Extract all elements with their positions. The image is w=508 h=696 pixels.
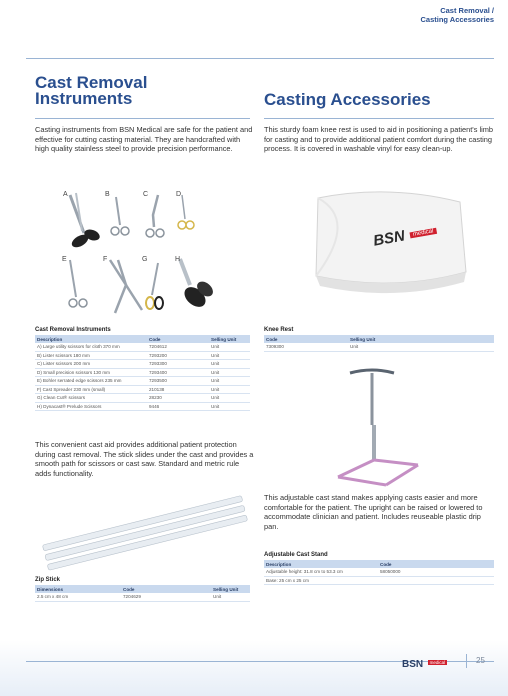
cell-code: 7293300 bbox=[147, 360, 209, 369]
instrument-label-e: E bbox=[62, 256, 67, 263]
cell-description: C) Lister scissors 200 mm bbox=[35, 360, 147, 369]
table-row bbox=[35, 402, 250, 411]
scissors-g-image bbox=[146, 263, 163, 309]
cell-unit: Unit bbox=[209, 360, 250, 369]
cell-description: E) Bohler serrated edge scissors 235 mm bbox=[35, 377, 147, 386]
cell-description: B) Lister scissors 180 mm bbox=[35, 351, 147, 360]
cell-unit: Unit bbox=[209, 394, 250, 403]
instrument-label-f: F bbox=[103, 256, 108, 263]
footer-logo-sub: medical bbox=[429, 660, 446, 666]
scissors-d-image bbox=[178, 195, 194, 229]
table-row bbox=[35, 351, 250, 360]
knee-rest-logo-sub: medical bbox=[410, 228, 437, 239]
cell-code: 7204629 bbox=[121, 593, 211, 601]
stand-col-code: Code bbox=[378, 560, 494, 568]
table-row bbox=[35, 385, 250, 394]
cell-description: F) Cast Spreader 230 mm (small) bbox=[35, 385, 147, 394]
left-divider bbox=[35, 118, 250, 119]
cell-dimensions: 2.5 cm x 48 cm bbox=[35, 593, 121, 601]
cell-unit: Unit bbox=[211, 593, 250, 601]
instrument-label-c: C bbox=[143, 191, 149, 198]
table-row bbox=[35, 343, 250, 351]
scissors-h-image bbox=[180, 259, 216, 311]
instruments-col-description: Description bbox=[35, 335, 147, 343]
cell-code: 7309300 bbox=[264, 343, 348, 351]
table-row bbox=[35, 377, 250, 386]
left-title bbox=[35, 75, 147, 107]
zip-col-unit: Selling Unit bbox=[211, 585, 250, 593]
right-divider bbox=[264, 118, 494, 119]
cell-unit: Unit bbox=[209, 385, 250, 394]
scissors-c-image bbox=[146, 195, 164, 237]
instrument-label-b: B bbox=[105, 191, 110, 198]
instruments-col-unit: Selling Unit bbox=[209, 335, 250, 343]
scissors-a-image bbox=[70, 193, 102, 250]
table-row bbox=[35, 593, 250, 601]
knee-col-unit: Selling Unit bbox=[348, 335, 494, 343]
instrument-label-h: H bbox=[175, 256, 181, 263]
cell-unit: Unit bbox=[209, 402, 250, 411]
instruments-illustration bbox=[40, 185, 255, 320]
page-number: 25 bbox=[476, 656, 485, 665]
cell-code: 7293400 bbox=[147, 368, 209, 377]
cell-code: 28230 bbox=[147, 394, 209, 403]
cell-unit: Unit bbox=[348, 343, 494, 351]
knee-table-title: Knee Rest bbox=[264, 327, 294, 333]
section-header bbox=[420, 6, 494, 24]
cell-unit: Unit bbox=[209, 377, 250, 386]
stand-table bbox=[264, 560, 494, 585]
table-row bbox=[264, 568, 494, 576]
cell-code: 9446 bbox=[147, 402, 209, 411]
scissors-e-image bbox=[69, 260, 87, 307]
table-row bbox=[264, 576, 494, 585]
stand-table-title: Adjustable Cast Stand bbox=[264, 552, 328, 558]
cell-code: 7293500 bbox=[147, 377, 209, 386]
table-row bbox=[264, 343, 494, 351]
instruments-table-title: Cast Removal Instruments bbox=[35, 327, 111, 333]
right-title: Casting Accessories bbox=[264, 90, 431, 109]
cast-stand-image bbox=[330, 365, 440, 490]
table-row bbox=[35, 360, 250, 369]
stand-col-description: Description bbox=[264, 560, 378, 568]
cell-description: A) Large utility scissors for cloth 370 mm bbox=[35, 343, 147, 351]
cell-code: 7204612 bbox=[147, 343, 209, 351]
right-intro: This sturdy foam knee rest is used to aid in positioning a patient's limb for casting and to provide additional patient comfort during the casting process. It is covered in washable vinyl for easy clean-up. bbox=[264, 125, 493, 154]
left-title-line2: Instruments bbox=[35, 89, 133, 108]
section-header-line2: Casting Accessories bbox=[420, 15, 494, 24]
cell-description: Base: 25 cm x 25 cm bbox=[264, 576, 378, 585]
instrument-label-d: D bbox=[176, 191, 182, 198]
zip-table-title: Zip Stick bbox=[35, 577, 61, 583]
knee-rest-logo-brand: BSN bbox=[372, 227, 407, 250]
cell-unit: Unit bbox=[209, 368, 250, 377]
section-header-line1: Cast Removal / bbox=[440, 6, 494, 15]
cell-description: H) Dynacast® Prelude Scissors bbox=[35, 402, 147, 411]
cell-code: 58050000 bbox=[378, 568, 494, 576]
header-divider bbox=[26, 58, 494, 59]
footer-vertical-divider bbox=[466, 654, 467, 668]
cell-description: Adjustable height: 31.8 cm to 53.3 cm bbox=[264, 568, 378, 576]
zip-col-dimensions: Dimensions bbox=[35, 585, 121, 593]
cell-code bbox=[378, 576, 494, 585]
footer-logo bbox=[402, 654, 447, 672]
footer-logo-brand: BSN bbox=[402, 659, 424, 670]
cell-unit: Unit bbox=[209, 351, 250, 360]
cell-description: G) Clean Cut® scissors bbox=[35, 394, 147, 403]
table-row bbox=[35, 368, 250, 377]
instrument-label-a: A bbox=[63, 191, 68, 198]
scissors-b-image bbox=[111, 197, 129, 235]
table-row bbox=[35, 394, 250, 403]
instrument-label-g: G bbox=[142, 256, 148, 263]
knee-table bbox=[264, 335, 494, 352]
cell-unit: Unit bbox=[209, 343, 250, 351]
cell-code: 7293200 bbox=[147, 351, 209, 360]
zip-stick-description: This convenient cast aid provides additional patient protection during cast removal. The stick slides under the cast and provides a smooth path for scissors or cast saw. Standard and metric rule adds functionality. bbox=[35, 440, 254, 478]
cast-spreader-f-image bbox=[110, 260, 142, 313]
cell-description: D) Small precision scissors 130 mm bbox=[35, 368, 147, 377]
zip-table bbox=[35, 585, 250, 602]
instruments-col-code: Code bbox=[147, 335, 209, 343]
cast-stand-description: This adjustable cast stand makes applying casts easier and more comfortable for the patient. The upright can be raised or lowered to accommodate clinician and patient. Includes reuseable plastic drip pan. bbox=[264, 493, 483, 531]
cell-code: 210138 bbox=[147, 385, 209, 394]
zip-col-code: Code bbox=[121, 585, 211, 593]
left-intro: Casting instruments from BSN Medical are safe for the patient and effective for cutting casting material. They are handcrafted with high quality stainless steel to provide precision performance. bbox=[35, 125, 253, 154]
instruments-table bbox=[35, 335, 250, 411]
left-title-line1: Cast Removal bbox=[35, 73, 148, 92]
knee-col-code: Code bbox=[264, 335, 348, 343]
zip-stick-image bbox=[35, 495, 255, 575]
